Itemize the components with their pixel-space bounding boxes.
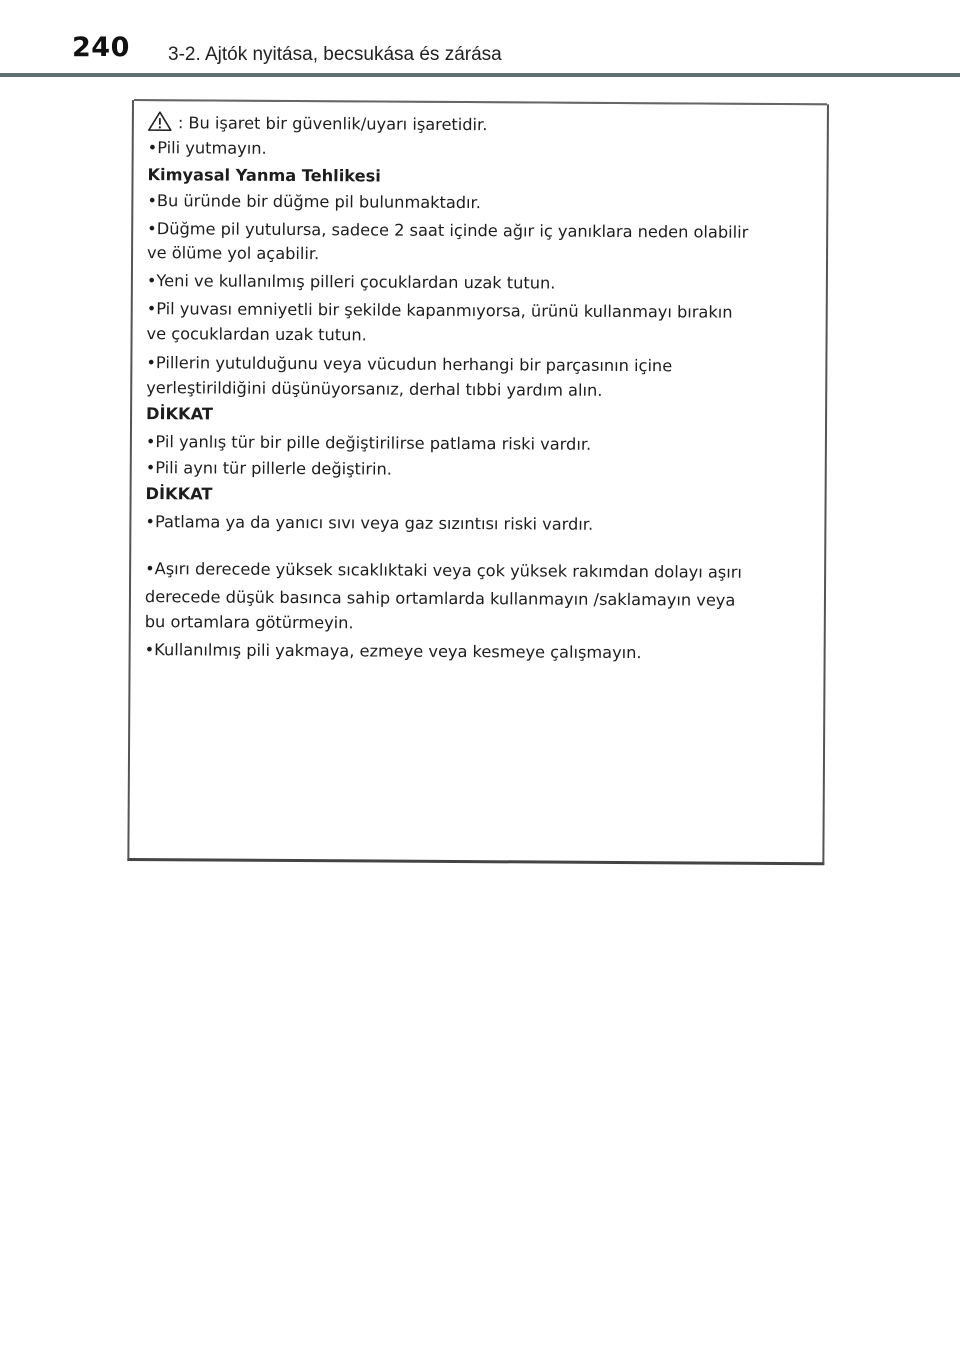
text-line: •Bu üründe bir düğme pil bulunmaktadır. (147, 191, 481, 213)
text-line: ve ölüme yol açabilir. (147, 243, 320, 264)
header-divider (0, 73, 960, 77)
section-heading: DİKKAT (146, 404, 214, 424)
battery-warning-box (127, 100, 829, 865)
section-heading: Kimyasal Yanma Tehlikesi (147, 165, 381, 186)
warning-triangle-icon (148, 111, 172, 131)
text-line: •Patlama ya da yanıcı sıvı veya gaz sızıntısı riski vardır. (145, 512, 594, 534)
chapter-title: 3-2. Ajtók nyitása, becsukása és zárása (168, 44, 502, 65)
text-line: ve çocuklardan uzak tutun. (146, 324, 367, 345)
text-line: bu ortamlara götürmeyin. (144, 612, 354, 633)
text-line: •Pillerin yutulduğunu veya vücudun herhangi bir parçasının içine (146, 353, 673, 376)
text-line: •Aşırı derecede yüksek sıcaklıktaki veya çok yüksek rakımdan dolayı aşırı (145, 559, 742, 582)
section-heading: DİKKAT (145, 484, 213, 504)
box-top-rule (134, 99, 827, 105)
text-line: •Pili aynı tür pillerle değiştirin. (145, 458, 393, 479)
warning-sign-line (148, 111, 488, 135)
text-line: •Pil yuvası emniyetli bir şekilde kapanmıyorsa, ürünü kullanmayı bırakın (146, 299, 733, 322)
text-line: •Düğme pil yutulursa, sadece 2 saat içinde ağır iç yanıklara neden olabilir (147, 219, 749, 242)
text-line: derecede düşük basınca sahip ortamlarda kullanmayın /saklamayın veya (144, 587, 736, 610)
warning-sign-text: : Bu işaret bir güvenlik/uyarı işaretidir. (177, 113, 488, 135)
text-line: yerleştirildiğini düşünüyorsanız, derhal tıbbi yardım alın. (146, 378, 603, 400)
page-header (0, 0, 960, 80)
text-line: •Yeni ve kullanılmış pilleri çocuklardan uzak tutun. (146, 271, 556, 293)
text-line: •Kullanılmış pili yakmaya, ezmeye veya kesmeye çalışmayın. (144, 640, 642, 663)
text-line: •Pil yanlış tür bir pille değiştirilirse patlama riski vardır. (145, 432, 592, 454)
page-number: 240 (72, 32, 130, 63)
text-line: •Pili yutmayın. (147, 138, 267, 158)
warning-content (144, 107, 818, 663)
